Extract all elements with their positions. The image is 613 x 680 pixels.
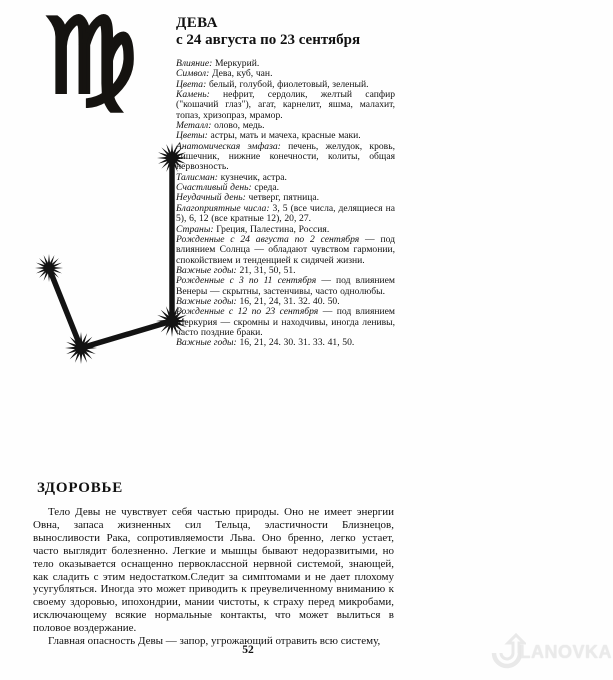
attribute-value: четверг, пятница. bbox=[245, 192, 320, 204]
attribute-value: 16, 21, 24. 30. 31. 33. 41, 50. bbox=[236, 337, 355, 349]
attribute-value: Дева, куб, чан. bbox=[209, 68, 273, 80]
sign-info-column bbox=[176, 15, 395, 349]
health-paragraph: Главная опасность Девы — запор, угрожающий отравить всю систему, bbox=[48, 635, 381, 648]
attribute-value: — под влиянием Солнца — обладают чувством гармонии, спокойствием и тенденцией к сидячей жизни. bbox=[176, 233, 395, 266]
attribute-value: 3, 5 (все числа, делящиеся на 5), 6, 12 (все кратные 12), 20, 27. bbox=[176, 202, 395, 225]
constellation-line bbox=[81, 321, 172, 348]
attribute-item bbox=[176, 276, 395, 297]
attribute-value: — под влиянием Венеры — скрытны, застенчивы, часто однолюбы. bbox=[176, 275, 395, 297]
health-section bbox=[33, 480, 394, 648]
sign-attributes-list bbox=[176, 59, 395, 349]
attribute-value: 16, 21, 24, 31. 32. 40. 50. bbox=[236, 295, 340, 307]
attribute-label: Анатомическая эмфаза: bbox=[176, 140, 281, 152]
attribute-item bbox=[176, 204, 395, 225]
attribute-label: Неудачный день: bbox=[176, 192, 246, 204]
attribute-value: белый, голубой, фиолетовый, зеленый. bbox=[206, 78, 369, 90]
attribute-label: Рожденные с 3 по 11 сентября bbox=[176, 275, 317, 287]
attribute-value: 21, 31, 50, 51. bbox=[236, 264, 296, 276]
attribute-label: Металл: bbox=[176, 120, 212, 132]
attribute-label: Цвета: bbox=[176, 78, 207, 90]
attribute-label: Счастливый день: bbox=[176, 182, 252, 194]
attribute-label: Важные годы: bbox=[176, 295, 237, 307]
sign-date-range: с 24 августа по 23 сентября bbox=[176, 32, 361, 48]
attribute-label: Важные годы: bbox=[176, 264, 237, 276]
attribute-label: Камень: bbox=[176, 89, 210, 101]
attribute-value: среда. bbox=[251, 182, 280, 194]
attribute-label: Рожденные с 12 по 23 сентября bbox=[176, 306, 319, 318]
attribute-value: — под влиянием Меркурия — скромны и находчивы, иногда ленивы, часто поздние браки. bbox=[176, 306, 395, 338]
attribute-item bbox=[176, 235, 395, 266]
attribute-item bbox=[176, 90, 395, 121]
health-heading: ЗДОРОВЬЕ bbox=[37, 480, 124, 496]
attribute-label: Влияние: bbox=[176, 58, 213, 69]
health-paragraph: Тело Девы не чувствует себя частью природы. Оно не имеет энергии Овна, запаса жизненных сил Тельца, эластичности Близнецов, выносливости Рака, сопротивляемости Льва. Оно бренно, легко устает, часто выглядит болезненно. Легкие и мышцы бывают недоразвитыми, но тело оказывается оснащенно первоклассной нервной системой, знающей, как сладить с этим недостатком.Следит за симптомами и не дает плохому усугубляться. Иногда это может приводить к преувеличенному вниманию к своему здоровью, ипохондрии, мании чистоты, к страху перед микробами, исключающему всякие нормальные контакты, что может вылиться в половое воздержание. bbox=[33, 506, 394, 635]
attribute-value: Меркурий. bbox=[212, 58, 260, 69]
virgo-glyph-icon: ♍ bbox=[44, 0, 138, 117]
attribute-label: Цветы: bbox=[176, 130, 208, 142]
constellation-svg bbox=[25, 135, 200, 380]
watermark-text: LANOVKA bbox=[519, 641, 612, 662]
attribute-label: Важные годы: bbox=[176, 337, 237, 349]
attribute-value: астры, мать и мачеха, красные маки. bbox=[207, 130, 361, 142]
attribute-item bbox=[176, 338, 395, 348]
sign-title: ДЕВА bbox=[176, 15, 218, 31]
ulanovka-watermark bbox=[486, 631, 613, 673]
attribute-item bbox=[176, 307, 395, 338]
attribute-label: Страны: bbox=[176, 223, 214, 235]
attribute-value: печень, желудок, кровь, кишечник, нижние конечности, колиты, общая нервозность. bbox=[176, 140, 395, 173]
attribute-item bbox=[176, 142, 395, 173]
constellation-star bbox=[65, 332, 97, 364]
attribute-label: Талисман: bbox=[176, 171, 218, 183]
attribute-value: Греция, Палестина, Россия. bbox=[213, 223, 330, 235]
attribute-value: нефрит, сердолик, желтый сапфир ("кошачий глаз"), агат, карнелит, яшма, малахит, топаз, хризопраз, мрамор. bbox=[176, 89, 395, 121]
attribute-value: кузнечик, астра. bbox=[217, 171, 287, 183]
constellation-star bbox=[35, 254, 63, 282]
page-number: 52 bbox=[242, 644, 254, 656]
attribute-value: олово, медь. bbox=[211, 120, 265, 132]
attribute-label: Символ: bbox=[176, 68, 210, 80]
attribute-label: Рожденные с 24 августа по 2 сентября bbox=[176, 233, 360, 245]
attribute-label: Благоприятные числа: bbox=[176, 202, 270, 214]
